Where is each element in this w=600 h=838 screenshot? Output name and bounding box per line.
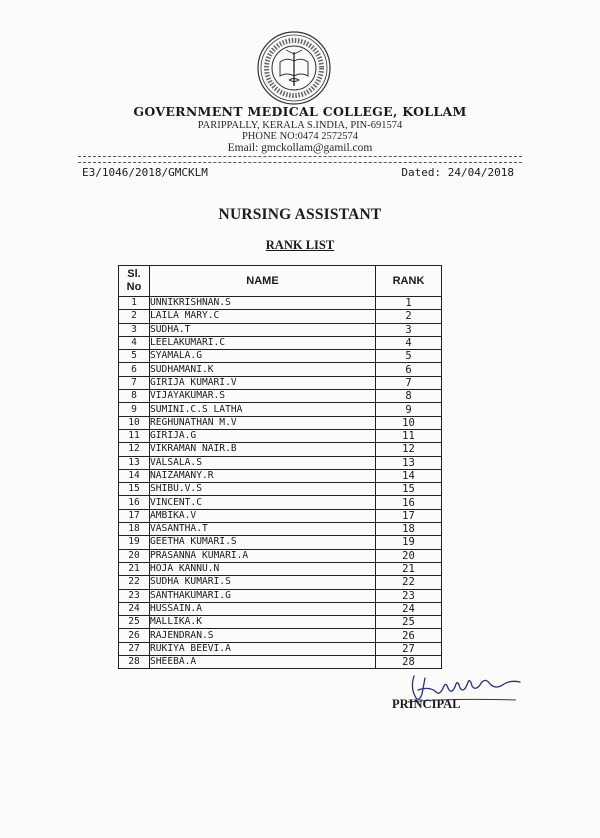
table-row [119, 297, 442, 310]
sl-no-cell: 10 [119, 416, 150, 429]
rank-cell: 25 [376, 616, 442, 629]
table-row [119, 483, 442, 496]
table-row [119, 350, 442, 363]
rank-cell: 2 [376, 310, 442, 323]
date-line: Dated: 24/04/2018 [401, 166, 514, 179]
rank-cell: 28 [376, 656, 442, 669]
sl-no-cell: 4 [119, 336, 150, 349]
table-row [119, 602, 442, 615]
rank-cell: 24 [376, 602, 442, 615]
table-row [119, 376, 442, 389]
column-header-rank: RANK [376, 266, 442, 297]
name-cell: VASANTHA.T [150, 523, 376, 536]
rank-cell: 1 [376, 297, 442, 310]
college-email: Email: gmckollam@gamil.com [227, 142, 373, 154]
rank-cell: 15 [376, 483, 442, 496]
table-row [119, 576, 442, 589]
name-cell: SYAMALA.G [150, 350, 376, 363]
sl-no-cell: 14 [119, 469, 150, 482]
name-cell: HUSSAIN.A [150, 602, 376, 615]
rank-cell: 27 [376, 642, 442, 655]
sl-no-cell: 26 [119, 629, 150, 642]
name-cell: RAJENDRAN.S [150, 629, 376, 642]
rank-cell: 21 [376, 562, 442, 575]
rank-cell: 6 [376, 363, 442, 376]
sl-no-cell: 16 [119, 496, 150, 509]
name-cell: HOJA KANNU.N [150, 562, 376, 575]
sl-no-cell: 21 [119, 562, 150, 575]
reference-number: E3/1046/2018/GMCKLM [82, 166, 208, 179]
rank-cell: 12 [376, 443, 442, 456]
table-header-row [119, 266, 442, 297]
rank-cell: 5 [376, 350, 442, 363]
table-row [119, 456, 442, 469]
rank-cell: 4 [376, 336, 442, 349]
table-row [119, 336, 442, 349]
sl-no-cell: 5 [119, 350, 150, 363]
rank-cell: 9 [376, 403, 442, 416]
rank-cell: 18 [376, 523, 442, 536]
sl-no-cell: 13 [119, 456, 150, 469]
signatory-title: PRINCIPAL [392, 697, 461, 711]
name-cell: RUKIYA BEEVI.A [150, 642, 376, 655]
table-row [119, 416, 442, 429]
table-row [119, 589, 442, 602]
sl-no-cell: 28 [119, 656, 150, 669]
name-cell: NAIZAMANY.R [150, 469, 376, 482]
rank-cell: 3 [376, 323, 442, 336]
table-row [119, 403, 442, 416]
table-row [119, 429, 442, 442]
rank-cell: 22 [376, 576, 442, 589]
column-header-name: NAME [150, 266, 376, 297]
page-title: NURSING ASSISTANT [218, 206, 382, 223]
rank-cell: 10 [376, 416, 442, 429]
rank-cell: 23 [376, 589, 442, 602]
header-divider [78, 156, 522, 163]
name-cell: GIRIJA.G [150, 429, 376, 442]
sl-no-cell: 15 [119, 483, 150, 496]
name-cell: UNNIKRISHNAN.S [150, 297, 376, 310]
sl-no-cell: 8 [119, 390, 150, 403]
name-cell: REGHUNATHAN M.V [150, 416, 376, 429]
rank-table-body [119, 297, 442, 669]
table-row [119, 616, 442, 629]
name-cell: VIKRAMAN NAIR.B [150, 443, 376, 456]
name-cell: PRASANNA KUMARI.A [150, 549, 376, 562]
sl-no-cell: 19 [119, 536, 150, 549]
name-cell: LAILA MARY.C [150, 310, 376, 323]
sl-no-cell: 17 [119, 509, 150, 522]
college-address: PARIPPALLY, KERALA S.INDIA, PIN-691574 [197, 120, 403, 131]
college-seal-icon [256, 30, 332, 106]
sl-no-cell: 24 [119, 602, 150, 615]
sl-no-cell: 18 [119, 523, 150, 536]
sl-no-cell: 12 [119, 443, 150, 456]
rank-cell: 8 [376, 390, 442, 403]
name-cell: VALSALA.S [150, 456, 376, 469]
sl-no-cell: 25 [119, 616, 150, 629]
table-row [119, 323, 442, 336]
table-row [119, 310, 442, 323]
table-row [119, 469, 442, 482]
table-row [119, 549, 442, 562]
rank-cell: 16 [376, 496, 442, 509]
name-cell: SUMINI.C.S LATHA [150, 403, 376, 416]
name-cell: SANTHAKUMARI.G [150, 589, 376, 602]
rank-cell: 7 [376, 376, 442, 389]
sl-no-cell: 2 [119, 310, 150, 323]
sl-no-cell: 27 [119, 642, 150, 655]
name-cell: MALLIKA.K [150, 616, 376, 629]
table-row [119, 496, 442, 509]
name-cell: SUDHA.T [150, 323, 376, 336]
table-row [119, 390, 442, 403]
sl-no-cell: 23 [119, 589, 150, 602]
name-cell: GIRIJA KUMARI.V [150, 376, 376, 389]
table-row [119, 656, 442, 669]
name-cell: SUDHAMANI.K [150, 363, 376, 376]
rank-cell: 11 [376, 429, 442, 442]
table-row [119, 642, 442, 655]
name-cell: VIJAYAKUMAR.S [150, 390, 376, 403]
sl-no-cell: 7 [119, 376, 150, 389]
rank-cell: 17 [376, 509, 442, 522]
name-cell: LEELAKUMARI.C [150, 336, 376, 349]
page-subtitle: RANK LIST [265, 238, 335, 252]
table-row [119, 443, 442, 456]
sl-no-cell: 11 [119, 429, 150, 442]
college-name: GOVERNMENT MEDICAL COLLEGE, KOLLAM [133, 104, 467, 119]
table-row [119, 536, 442, 549]
name-cell: GEETHA KUMARI.S [150, 536, 376, 549]
table-row [119, 363, 442, 376]
rank-cell: 19 [376, 536, 442, 549]
table-row [119, 562, 442, 575]
sl-no-cell: 20 [119, 549, 150, 562]
name-cell: AMBIKA.V [150, 509, 376, 522]
table-row [119, 629, 442, 642]
column-header-sl-no: Sl. No [119, 266, 150, 297]
sl-no-cell: 1 [119, 297, 150, 310]
sl-no-cell: 22 [119, 576, 150, 589]
name-cell: SUDHA KUMARI.S [150, 576, 376, 589]
rank-cell: 14 [376, 469, 442, 482]
sl-no-cell: 6 [119, 363, 150, 376]
table-row [119, 523, 442, 536]
table-row [119, 509, 442, 522]
rank-cell: 13 [376, 456, 442, 469]
rank-table [118, 265, 442, 669]
college-phone: PHONE NO:0474 2572574 [241, 131, 359, 142]
sl-no-cell: 9 [119, 403, 150, 416]
sl-no-cell: 3 [119, 323, 150, 336]
name-cell: SHIBU.V.S [150, 483, 376, 496]
rank-cell: 20 [376, 549, 442, 562]
name-cell: VINCENT.C [150, 496, 376, 509]
name-cell: SHEEBA.A [150, 656, 376, 669]
rank-cell: 26 [376, 629, 442, 642]
